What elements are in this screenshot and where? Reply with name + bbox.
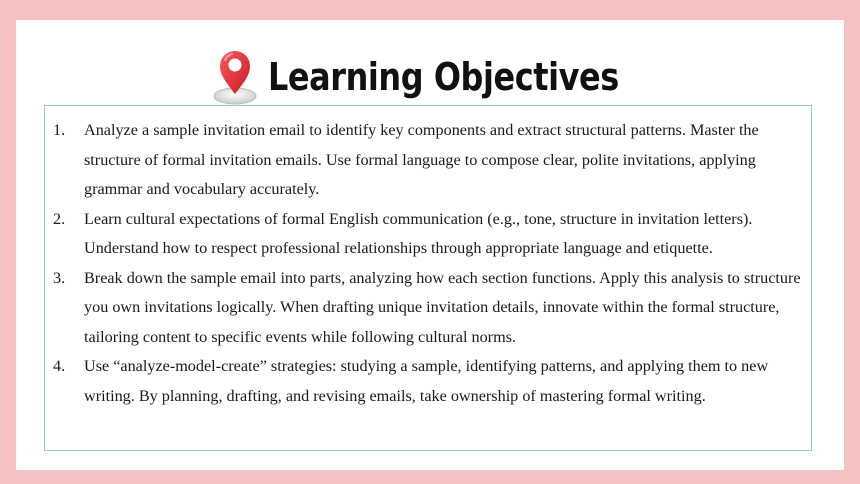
objective-text: Analyze a sample invitation email to identify key components and extract structural patterns. Master the structure of formal invitation emails. Use formal language to compose clear, polite invitations, applying grammar and vocabulary accurately. (84, 121, 759, 198)
objective-number: 1. (53, 121, 66, 139)
objectives-box (44, 105, 812, 451)
objective-number: 3. (53, 268, 66, 287)
objective-text: Learn cultural expectations of formal English communication (e.g., tone, structure in invitation letters). Understand how to respect professional relationships through appropriate language and etiquette. (84, 209, 753, 257)
location-pin-icon (210, 46, 260, 106)
objective-item (53, 352, 805, 411)
objective-number: 2. (53, 209, 66, 228)
objective-item (53, 205, 805, 264)
objectives-list (53, 116, 805, 411)
slide-panel (16, 20, 844, 470)
page-title: Learning Objectives (268, 55, 619, 99)
objective-number: 4. (53, 357, 66, 375)
objective-item (53, 264, 805, 353)
objective-item (53, 116, 805, 205)
objective-text: Use “analyze-model-create” strategies: studying a sample, identifying patterns, and applying them to new writing. By planning, drafting, and revising emails, take ownership of mastering formal writing. (84, 357, 769, 405)
objective-text: Break down the sample email into parts, analyzing how each section functions. Apply this analysis to structure you own invitations logically. When drafting unique invitation details, innovate within the formal structure, tailoring content to specific events while following cultural norms. (84, 268, 801, 346)
